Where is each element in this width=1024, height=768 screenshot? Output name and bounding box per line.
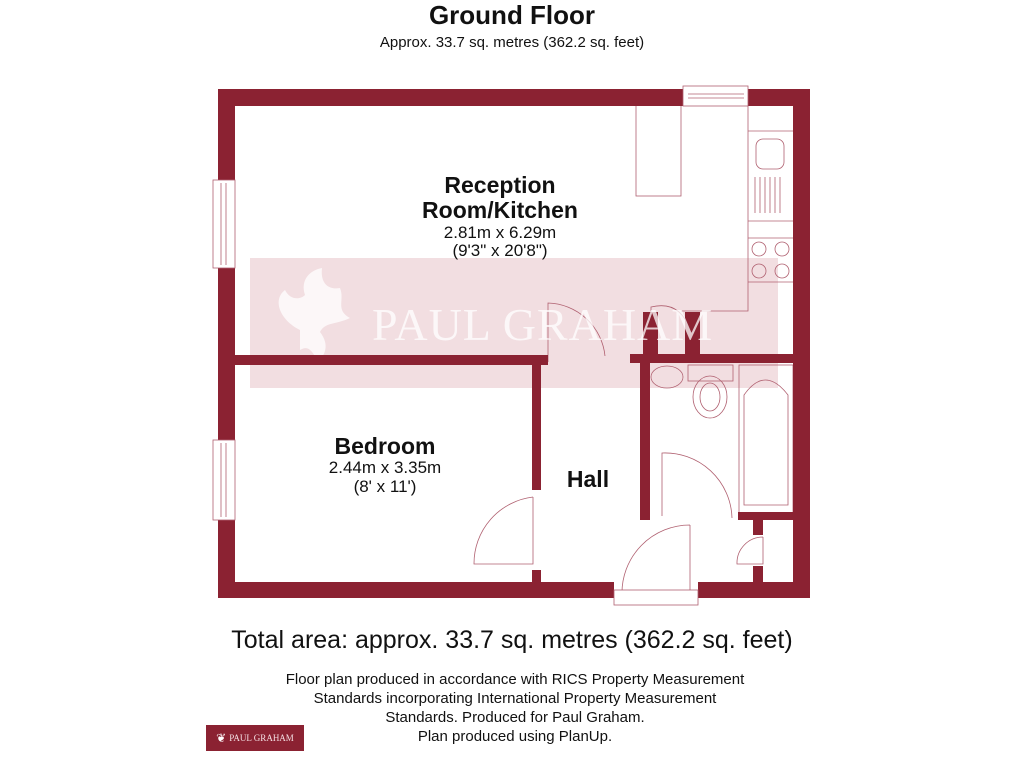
floor-area-subtitle: Approx. 33.7 sq. metres (362.2 sq. feet)	[379, 34, 645, 51]
room-reception-kitchen	[380, 173, 620, 261]
room-name: Room/Kitchen	[422, 197, 578, 224]
window-left-bedroom	[213, 440, 235, 520]
disclaimer-text: Floor plan produced in accordance with RICS Property Measurement Standards incorporating International Property Measurement Standards. Produced for Paul Graham.	[285, 671, 745, 726]
room-dimensions-metric: 2.44m x 3.35m	[328, 458, 442, 478]
window-left-reception	[213, 180, 235, 268]
room-dimensions-imperial: (8' x 11')	[353, 476, 417, 496]
room-dimensions-imperial: (9'3" x 20'8")	[452, 241, 548, 261]
room-dimensions-metric: 2.81m x 6.29m	[443, 222, 557, 242]
room-name: Hall	[566, 466, 610, 492]
logo-text: PAUL GRAHAM	[229, 733, 294, 743]
window-top	[683, 86, 748, 106]
watermark-text: PAUL GRAHAM	[372, 299, 714, 350]
room-name: Bedroom	[334, 433, 436, 459]
room-hall	[548, 467, 628, 492]
company-logo	[206, 725, 304, 751]
total-area: Total area: approx. 33.7 sq. metres (362.2 sq. feet)	[231, 626, 793, 654]
disclaimer-note	[280, 670, 750, 746]
floor-title: Ground Floor	[428, 0, 596, 30]
front-door-threshold	[614, 590, 698, 605]
room-bedroom	[290, 434, 480, 497]
planup-credit: Plan produced using PlanUp.	[417, 728, 613, 745]
leaf-icon: ❦	[216, 730, 227, 745]
room-name: Reception	[444, 172, 556, 198]
